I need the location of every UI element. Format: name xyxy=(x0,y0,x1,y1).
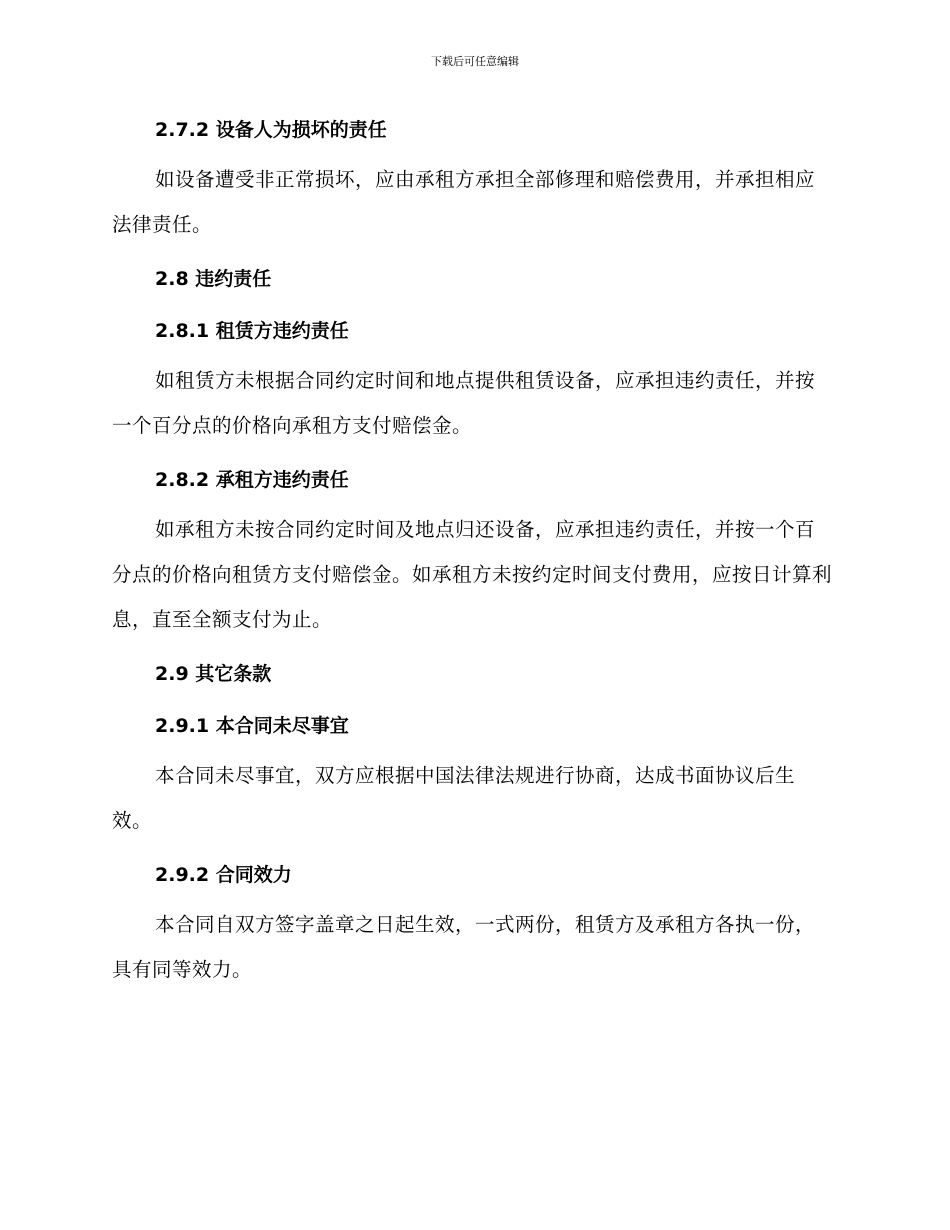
section-heading-2-8-1: 2.8.1 租赁方违约责任 xyxy=(155,320,349,342)
document-body xyxy=(112,110,832,992)
page-header: 下载后可任意编辑 xyxy=(431,55,519,68)
section-paragraph-2-7-2: 如设备遭受非正常损坏，应由承租方承担全部修理和赔偿费用，并承担相应法律责任。 xyxy=(112,168,816,236)
section-heading-2-9-1: 2.9.1 本合同未尽事宜 xyxy=(155,715,349,737)
section-heading-2-7-2: 2.7.2 设备人为损坏的责任 xyxy=(155,119,387,141)
section-paragraph-2-9-2: 本合同自双方签字盖章之日起生效，一式两份，租赁方及承租方各执一份，具有同等效力。 xyxy=(112,913,816,981)
section-paragraph-2-8-1: 如租赁方未根据合同约定时间和地点提供租赁设备，应承担违约责任，并按一个百分点的价格向承租方支付赔偿金。 xyxy=(112,369,816,437)
section-paragraph-2-9-1: 本合同未尽事宜，双方应根据中国法律法规进行协商，达成书面协议后生效。 xyxy=(112,764,796,832)
section-heading-2-9-2: 2.9.2 合同效力 xyxy=(155,864,292,886)
section-heading-2-9: 2.9 其它条款 xyxy=(155,663,272,685)
section-paragraph-2-8-2: 如承租方未按合同约定时间及地点归还设备，应承担违约责任，并按一个百分点的价格向租赁方支付赔偿金。如承租方未按约定时间支付费用，应按日计算利息，直至全额支付为止。 xyxy=(112,518,833,631)
section-heading-2-8-2: 2.8.2 承租方违约责任 xyxy=(155,469,349,491)
section-heading-2-8: 2.8 违约责任 xyxy=(155,268,272,290)
